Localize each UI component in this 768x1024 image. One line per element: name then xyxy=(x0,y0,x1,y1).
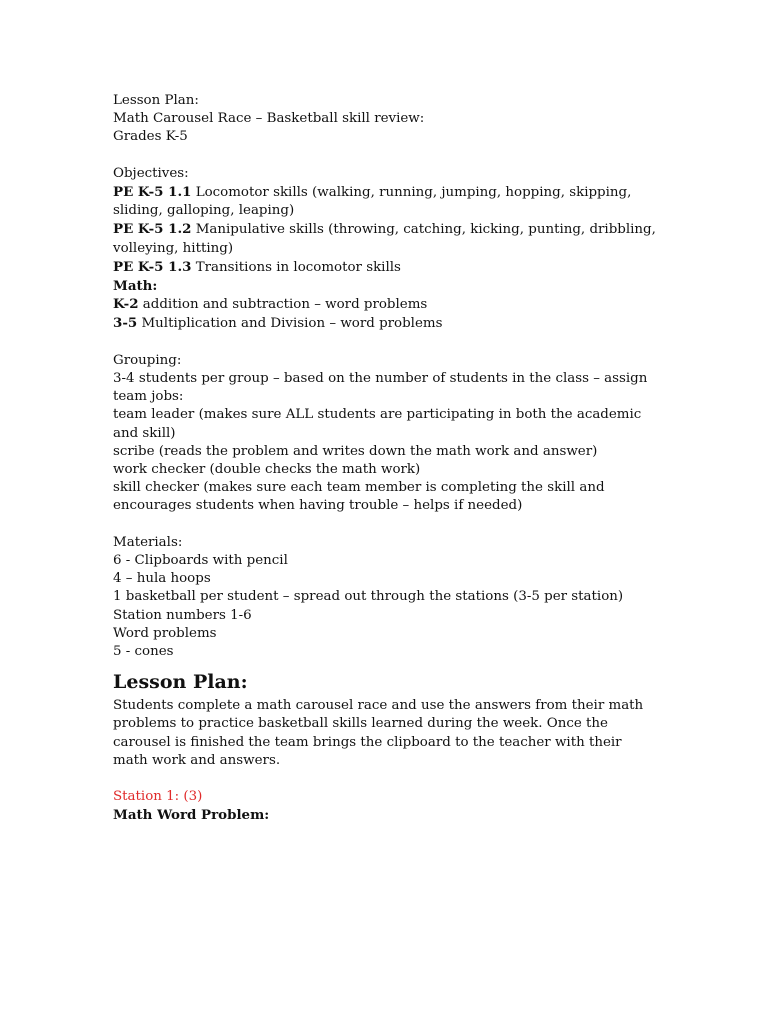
objective-text: Transitions in locomotor skills xyxy=(191,259,401,275)
math-item xyxy=(113,314,658,333)
materials-line: 1 basketball per student – spread out through the stations (3-5 per station) xyxy=(113,589,624,605)
lesson-plan-heading: Lesson Plan: xyxy=(113,671,248,694)
grouping-line: team leader (makes sure ALL students are participating in both the academic and skill) xyxy=(113,407,642,441)
materials-line: 5 - cones xyxy=(113,644,174,660)
objective-code: PE K-5 1.2 xyxy=(113,221,192,238)
objective-code: PE K-5 1.3 xyxy=(113,258,192,275)
objective-item xyxy=(113,220,658,257)
objective-item xyxy=(113,258,658,277)
objective-code: PE K-5 1.1 xyxy=(113,184,192,200)
materials-line: Station numbers 1-6 xyxy=(113,607,252,623)
spacer xyxy=(113,516,658,534)
grouping-line: 3-4 students per group – based on the number of students in the class – assign team jobs: xyxy=(113,371,648,405)
header-line-2: Math Carousel Race – Basketball skill review: xyxy=(113,111,425,127)
station-label: Station 1: (3) xyxy=(113,789,203,805)
document-page xyxy=(113,92,658,824)
math-word-problem-heading: Math Word Problem: xyxy=(113,807,270,824)
grouping-line: scribe (reads the problem and writes down the math work and answer) xyxy=(113,443,598,459)
objective-text: Locomotor skills (walking, running, jumping, hopping, skipping, sliding, galloping, leaping) xyxy=(113,185,632,219)
header-line-3: Grades K-5 xyxy=(113,129,188,145)
materials-heading: Materials: xyxy=(113,534,183,550)
lesson-body: Students complete a math carousel race and use the answers from their math problems to practice basketball skills learned during the week. Once the carousel is finished the team brings the clipboard to the teacher with their math work and answers. xyxy=(113,698,644,768)
objective-item xyxy=(113,183,658,220)
materials-line: 6 - Clipboards with pencil xyxy=(113,553,288,569)
header-line-1: Lesson Plan: xyxy=(113,93,199,108)
materials-line: 4 – hula hoops xyxy=(113,571,211,587)
spacer xyxy=(113,147,658,165)
math-code: 3-5 xyxy=(113,315,138,332)
spacer xyxy=(113,334,658,352)
grouping-heading: Grouping: xyxy=(113,352,182,368)
math-text: Multiplication and Division – word problems xyxy=(137,316,443,332)
math-text: addition and subtraction – word problems xyxy=(138,297,428,313)
math-item xyxy=(113,295,658,314)
grouping-line: skill checker (makes sure each team member is completing the skill and encourages students when having trouble – helps if needed) xyxy=(113,480,605,514)
objective-text: Manipulative skills (throwing, catching, kicking, punting, dribbling, volleying, hitting) xyxy=(113,222,656,256)
materials-line: Word problems xyxy=(113,625,217,641)
objectives-heading: Objectives: xyxy=(113,165,189,181)
math-label: Math: xyxy=(113,278,158,295)
grouping-line: work checker (double checks the math work) xyxy=(113,462,421,478)
math-code: K-2 xyxy=(113,296,139,313)
